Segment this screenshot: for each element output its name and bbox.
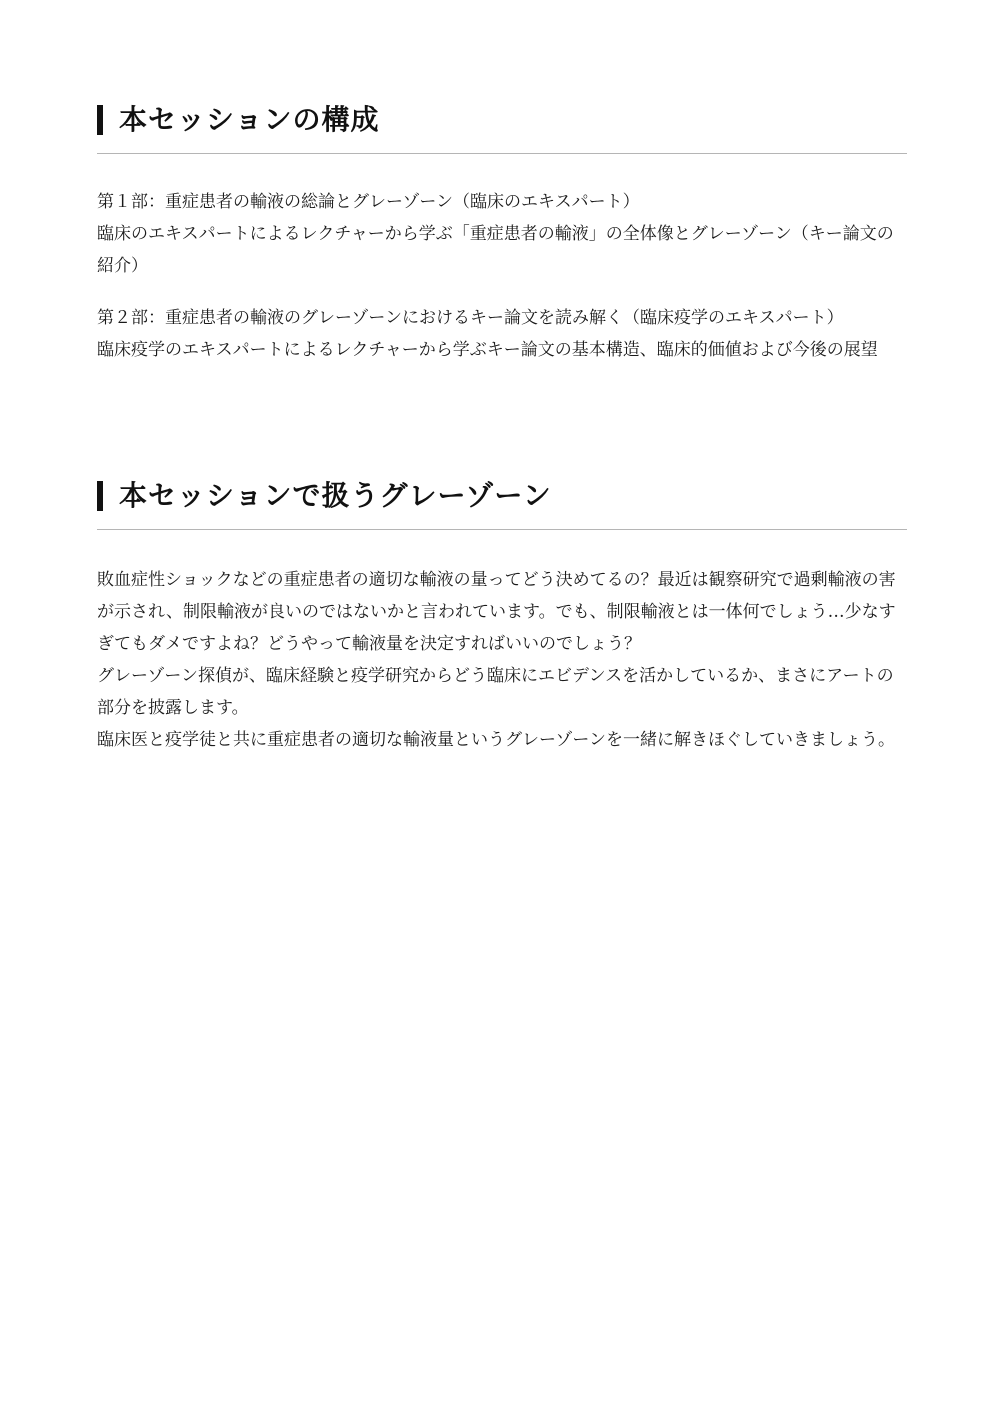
section-heading bbox=[97, 100, 907, 140]
grayzone-section bbox=[97, 476, 907, 756]
heading-accent-bar bbox=[97, 481, 103, 511]
grayzone-paragraph-3: 臨床医と疫学徒と共に重症患者の適切な輸液量というグレーゾーンを一緒に解きほぐしていきましょう。 bbox=[97, 730, 895, 750]
grayzone-paragraph-2: グレーゾーン探偵が、臨床経験と疫学研究からどう臨床にエビデンスを活かしているか、まさにアートの部分を披露します。 bbox=[97, 666, 894, 718]
part-2-title: 第２部：重症患者の輸液のグレーゾーンにおけるキー論文を読み解く（臨床疫学のエキスパート） bbox=[97, 308, 844, 328]
part-1-description: 臨床のエキスパートによるレクチャーから学ぶ「重症患者の輸液」の全体像とグレーゾーン（キー論文の紹介） bbox=[97, 224, 894, 276]
grayzone-body bbox=[97, 564, 907, 756]
heading-divider bbox=[97, 529, 907, 530]
section-heading-text: 本セッションの構成 bbox=[119, 103, 380, 136]
section-heading-text: 本セッションで扱うグレーゾーン bbox=[119, 479, 552, 512]
session-structure-section bbox=[97, 100, 907, 366]
part-2-description: 臨床疫学のエキスパートによるレクチャーから学ぶキー論文の基本構造、臨床的価値および今後の展望 bbox=[97, 340, 878, 360]
part-1-block bbox=[97, 186, 907, 282]
heading-accent-bar bbox=[97, 105, 103, 135]
heading-divider bbox=[97, 153, 907, 154]
part-2-block bbox=[97, 302, 907, 366]
part-1-title: 第１部：重症患者の輸液の総論とグレーゾーン（臨床のエキスパート） bbox=[97, 192, 640, 212]
section-heading bbox=[97, 476, 907, 516]
grayzone-paragraph-1: 敗血症性ショックなどの重症患者の適切な輸液の量ってどう決めてるの？最近は観察研究で過剰輸液の害が示され、制限輸液が良いのではないかと言われています。でも、制限輸液とは一体何でしょう…少なすぎてもダメですよね？どうやって輸液量を決定すればいいのでしょう？ bbox=[97, 570, 896, 654]
